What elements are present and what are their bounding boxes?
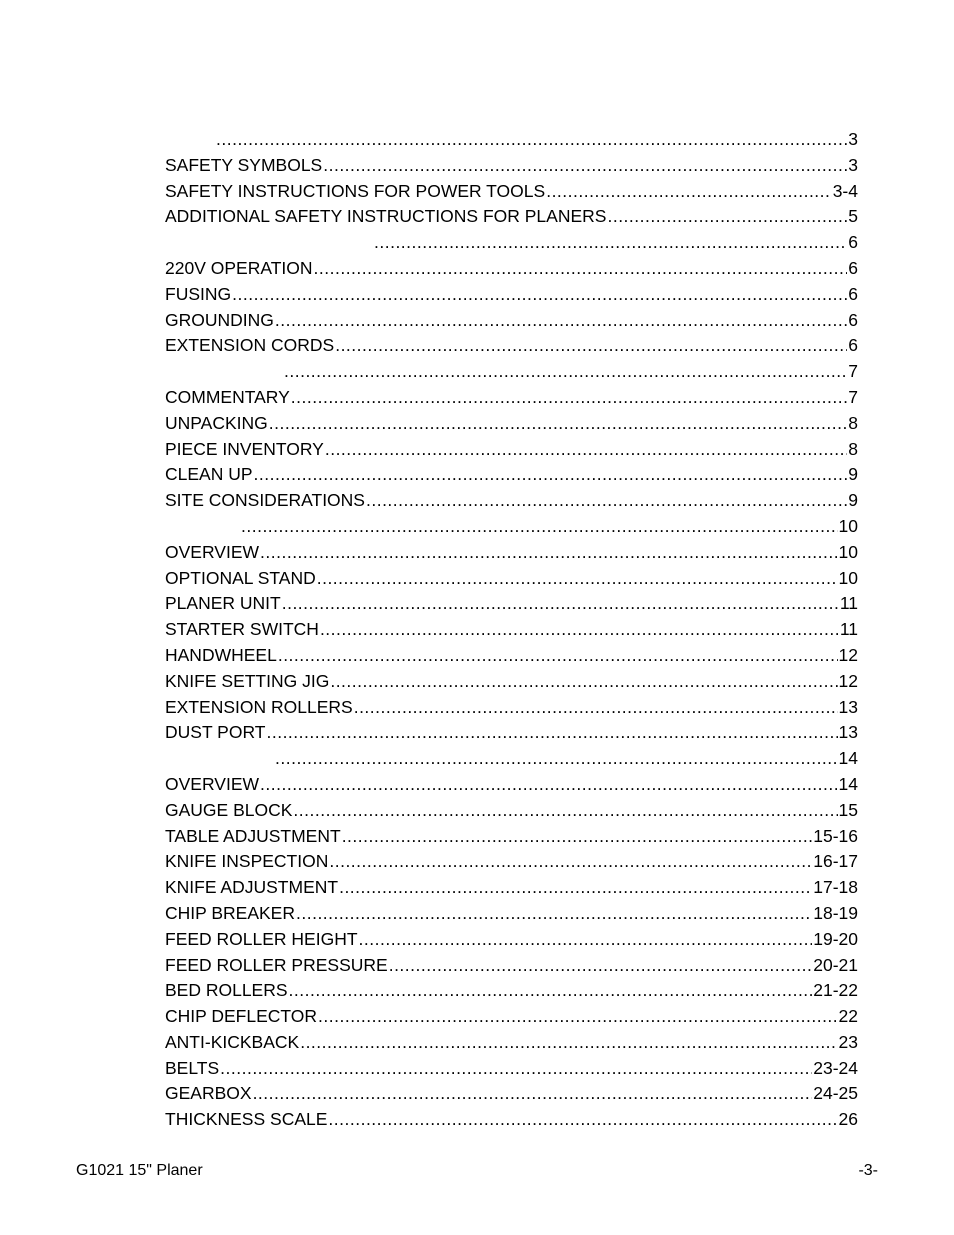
toc-entry-label: SITE CONSIDERATIONS (165, 490, 365, 511)
toc-entry-page: 6 (848, 232, 858, 253)
toc-entry-page: 23 (838, 1031, 858, 1052)
toc-entry (165, 385, 858, 411)
toc-entry (165, 1081, 858, 1107)
toc-entry-page: 3 (848, 154, 858, 175)
toc-entry-page: 9 (848, 490, 858, 511)
toc-leader-dots (220, 1056, 812, 1082)
toc-entry-label: CLEAN UP (165, 464, 253, 485)
toc-leader-dots (359, 927, 813, 953)
toc-entry-page: 14 (838, 773, 858, 794)
toc-leader-dots (253, 1081, 813, 1107)
toc-entry (165, 462, 858, 488)
toc-leader-dots (289, 978, 813, 1004)
toc-entry (165, 927, 858, 953)
toc-leader-dots (607, 204, 847, 230)
toc-entry-page: 13 (838, 722, 858, 743)
toc-entry-label: KNIFE ADJUSTMENT (165, 877, 339, 898)
toc-leader-dots (354, 695, 838, 721)
toc-entry (165, 953, 858, 979)
toc-leader-dots (389, 953, 813, 979)
toc-entry-page: 7 (848, 386, 858, 407)
toc-leader-dots (366, 488, 847, 514)
toc-entry (165, 179, 858, 205)
toc-entry-label: FEED ROLLER PRESSURE (165, 954, 388, 975)
footer-document-title: G1021 15" Planer (76, 1162, 203, 1179)
toc-entry-label: STARTER SWITCH (165, 619, 319, 640)
toc-entry (165, 566, 858, 592)
toc-entry (165, 695, 858, 721)
toc-leader-dots (323, 153, 847, 179)
toc-leader-dots (254, 462, 848, 488)
toc-entry (165, 669, 858, 695)
toc-entry (165, 359, 858, 385)
toc-entry (165, 437, 858, 463)
toc-leader-dots (241, 514, 838, 540)
toc-entry-page: 11 (839, 593, 858, 614)
toc-entry-label: DUST PORT (165, 722, 266, 743)
toc-entry (165, 333, 858, 359)
toc-entry-page: 15-16 (813, 825, 858, 846)
toc-entry-label: OPTIONAL STAND (165, 567, 316, 588)
toc-entry-page: 24-25 (813, 1083, 858, 1104)
toc-leader-dots (293, 798, 837, 824)
toc-entry-label: PLANER UNIT (165, 593, 281, 614)
toc-entry-label: KNIFE SETTING JIG (165, 670, 330, 691)
toc-entry-page: 23-24 (813, 1057, 858, 1078)
toc-entry-label: PIECE INVENTORY (165, 438, 324, 459)
toc-leader-dots (325, 437, 847, 463)
toc-entry (165, 824, 858, 850)
toc-entry-page: 6 (848, 257, 858, 278)
toc-entry (165, 411, 858, 437)
toc-entry-page: 6 (848, 309, 858, 330)
table-of-contents (165, 127, 858, 1133)
toc-entry-label: OVERVIEW (165, 541, 260, 562)
toc-leader-dots (216, 127, 847, 153)
toc-leader-dots (275, 746, 838, 772)
toc-leader-dots (320, 617, 839, 643)
toc-leader-dots (269, 411, 848, 437)
toc-entry-label: KNIFE INSPECTION (165, 851, 329, 872)
toc-leader-dots (282, 591, 839, 617)
toc-entry (165, 1004, 858, 1030)
toc-leader-dots (374, 230, 847, 256)
toc-entry-label: FUSING (165, 283, 232, 304)
toc-entry-label: GAUGE BLOCK (165, 799, 293, 820)
toc-entry (165, 127, 858, 153)
toc-leader-dots (342, 824, 813, 850)
toc-entry (165, 978, 858, 1004)
toc-leader-dots (318, 1004, 838, 1030)
toc-entry-page: 13 (838, 696, 858, 717)
toc-entry-page: 18-19 (813, 902, 858, 923)
toc-leader-dots (330, 669, 837, 695)
toc-entry-label: THICKNESS SCALE (165, 1109, 328, 1130)
toc-entry-page: 20-21 (813, 954, 858, 975)
toc-entry-page: 5 (848, 206, 858, 227)
toc-entry-page: 22 (838, 1006, 858, 1027)
toc-entry (165, 514, 858, 540)
toc-entry-page: 12 (838, 670, 858, 691)
toc-entry-page: 6 (848, 335, 858, 356)
toc-leader-dots (260, 772, 838, 798)
toc-entry-page: 12 (838, 644, 858, 665)
toc-entry-label: ANTI-KICKBACK (165, 1031, 300, 1052)
toc-entry-page: 26 (838, 1109, 858, 1130)
toc-entry (165, 875, 858, 901)
toc-entry-label: EXTENSION ROLLERS (165, 696, 353, 717)
toc-entry (165, 1056, 858, 1082)
toc-entry-label: GROUNDING (165, 309, 274, 330)
toc-entry-label: GEARBOX (165, 1083, 252, 1104)
toc-leader-dots (284, 359, 847, 385)
toc-entry-page: 14 (838, 748, 858, 769)
toc-entry-page: 10 (838, 541, 858, 562)
toc-entry-label: CHIP BREAKER (165, 902, 295, 923)
toc-entry-label: ADDITIONAL SAFETY INSTRUCTIONS FOR PLANERS (165, 206, 607, 227)
toc-entry-page: 17-18 (813, 877, 858, 898)
toc-entry (165, 720, 858, 746)
toc-entry-label: BELTS (165, 1057, 220, 1078)
toc-entry (165, 849, 858, 875)
toc-leader-dots (266, 720, 837, 746)
toc-entry (165, 746, 858, 772)
toc-entry (165, 617, 858, 643)
toc-entry (165, 204, 858, 230)
toc-entry-page: 3-4 (832, 180, 858, 201)
toc-entry-label: HANDWHEEL (165, 644, 277, 665)
toc-entry (165, 798, 858, 824)
toc-leader-dots (291, 385, 847, 411)
toc-leader-dots (275, 308, 847, 334)
toc-leader-dots (329, 849, 812, 875)
toc-entry-page: 9 (848, 464, 858, 485)
toc-entry-page: 11 (839, 619, 858, 640)
toc-entry-page: 7 (848, 361, 858, 382)
toc-leader-dots (300, 1030, 837, 1056)
toc-entry (165, 591, 858, 617)
toc-entry-page: 10 (838, 515, 858, 536)
toc-entry-label: EXTENSION CORDS (165, 335, 335, 356)
toc-entry (165, 1107, 858, 1133)
toc-entry-label: TABLE ADJUSTMENT (165, 825, 341, 846)
toc-entry (165, 256, 858, 282)
toc-entry (165, 901, 858, 927)
toc-leader-dots (546, 179, 832, 205)
toc-entry-page: 8 (848, 438, 858, 459)
toc-entry-label: UNPACKING (165, 412, 268, 433)
toc-leader-dots (260, 540, 838, 566)
toc-entry (165, 282, 858, 308)
toc-entry (165, 772, 858, 798)
toc-entry-label: OVERVIEW (165, 773, 260, 794)
toc-leader-dots (339, 875, 812, 901)
toc-entry-label: BED ROLLERS (165, 980, 288, 1001)
toc-entry-page: 16-17 (813, 851, 858, 872)
toc-entry-page: 6 (848, 283, 858, 304)
toc-entry-page: 10 (838, 567, 858, 588)
toc-leader-dots (278, 643, 838, 669)
toc-entry (165, 643, 858, 669)
toc-entry-page: 15 (838, 799, 858, 820)
toc-entry (165, 153, 858, 179)
toc-entry (165, 1030, 858, 1056)
toc-entry-page: 3 (848, 129, 858, 149)
toc-entry-label: COMMENTARY (165, 386, 290, 407)
toc-entry-page: 19-20 (813, 928, 858, 949)
toc-entry (165, 540, 858, 566)
toc-leader-dots (328, 1107, 837, 1133)
footer-page-number: -3- (858, 1162, 878, 1179)
toc-leader-dots (314, 256, 848, 282)
toc-entry-page: 21-22 (813, 980, 858, 1001)
toc-entry (165, 308, 858, 334)
toc-leader-dots (335, 333, 847, 359)
toc-entry-page: 8 (848, 412, 858, 433)
toc-entry-label: CHIP DEFLECTOR (165, 1006, 318, 1027)
toc-leader-dots (296, 901, 812, 927)
toc-entry (165, 230, 858, 256)
toc-entry-label: FEED ROLLER HEIGHT (165, 928, 358, 949)
toc-entry-label: SAFETY SYMBOLS (165, 154, 323, 175)
toc-entry (165, 488, 858, 514)
toc-leader-dots (232, 282, 847, 308)
toc-leader-dots (317, 566, 838, 592)
toc-entry-label: 220V OPERATION (165, 257, 313, 278)
toc-entry-label: SAFETY INSTRUCTIONS FOR POWER TOOLS (165, 180, 546, 201)
